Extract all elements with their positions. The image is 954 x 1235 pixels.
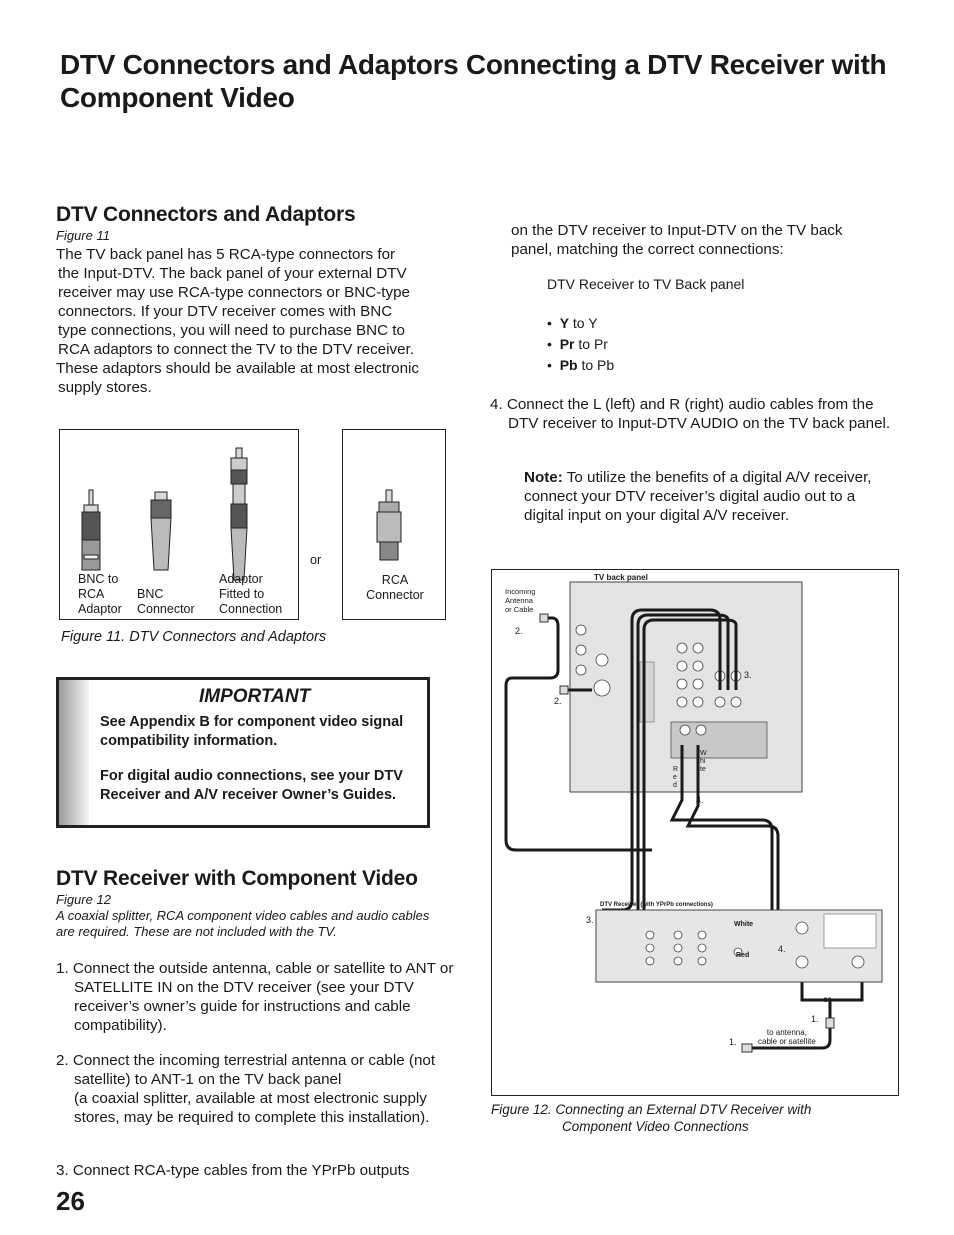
label-rca-connector: RCA Connector [366, 573, 424, 602]
step-4-marker-a: 4. [696, 795, 704, 805]
step-3-marker-b: 3. [586, 915, 594, 925]
step-3: 3. Connect RCA-type cables from the YPrPb outputs [56, 1162, 410, 1179]
component-intro: A coaxial splitter, RCA component video cables and audio cables are required. These are not included with the TV. [56, 908, 430, 939]
step-3-marker-a: 3. [744, 670, 752, 680]
step-4: 4. Connect the L (left) and R (right) audio cables from the DTV receiver to Input-DTV AUDIO on the TV back panel. [490, 396, 891, 432]
para-line: These adaptors should be available at most electronic [56, 360, 420, 377]
note [524, 468, 884, 525]
step-2-marker-a: 2. [515, 626, 523, 636]
red-vertical-label: Red [673, 766, 679, 789]
step-4-marker-b: 4. [778, 944, 786, 954]
step-2-marker-b: 2. [554, 696, 562, 706]
label-bnc-rca-adaptor: BNC to RCA Adaptor [78, 572, 122, 616]
important-box [56, 677, 430, 828]
rca-connector-icon [377, 490, 401, 560]
red-cable-label: Red [736, 952, 750, 959]
bnc-connector-icon [151, 492, 171, 570]
label-adaptor-fitted: Adaptor Fitted to Connection [219, 572, 283, 616]
connection-diagram [492, 570, 897, 1094]
step-2a: 2. Connect the incoming terrestrial antenna or cable (not satellite) to ANT-1 on the TV back panel [56, 1052, 436, 1088]
figure-12-ref: Figure 12 [56, 892, 111, 907]
step-1-marker-a: 1. [811, 1014, 819, 1024]
step-3-continued: on the DTV receiver to Input-DTV on the TV back panel, matching the correct connections: [511, 222, 843, 258]
note-label: Note: [524, 469, 563, 486]
important-title: IMPORTANT [199, 686, 311, 707]
para-line: receiver may use RCA-type connectors or BNC-type [58, 284, 410, 301]
connection-list [547, 313, 614, 376]
white-vertical-label: White [700, 750, 707, 773]
table-heading: DTV Receiver to TV Back panel [547, 276, 745, 292]
step-1: 1. Connect the outside antenna, cable or satellite to ANT or SATELLITE IN on the DTV receiver (see your DTV receiver’s owner’s guide for instructions and cable compatibility). [56, 960, 454, 1034]
para-line: type connections, you will need to purchase BNC to [58, 322, 405, 339]
step-1-marker-b: 1. [729, 1037, 737, 1047]
connectors-paragraph [56, 245, 456, 397]
section-heading-component: DTV Receiver with Component Video [56, 867, 418, 890]
para-line: supply stores. [58, 379, 152, 396]
step-2b: (a coaxial splitter, available at most electronic supply stores, may be required to complete this installation). [74, 1090, 430, 1126]
figure-12-diagram [491, 569, 899, 1096]
figure-11-bnc-box [59, 429, 299, 620]
para-line: the Input-DTV. The back panel of your external DTV [58, 265, 407, 282]
or-label: or [823, 995, 831, 1004]
para-line: The TV back panel has 5 RCA-type connectors for [56, 246, 396, 263]
important-gradient-bar [59, 680, 89, 825]
white-cable-label: White [734, 921, 754, 928]
page-title: DTV Connectors and Adaptors Connecting a DTV Receiver with Component Video [60, 49, 887, 113]
figure-11-rca-box [342, 429, 446, 620]
receiver-label: DTV Receiver (with YPrPb connections) [600, 902, 713, 908]
figure-11-caption: Figure 11. DTV Connectors and Adaptors [61, 629, 327, 645]
incoming-antenna-label: Incoming Antenna or Cable [505, 587, 536, 614]
list-item: • Pr to Pr [547, 336, 608, 352]
bnc-to-rca-adaptor-icon [82, 490, 100, 570]
tv-back-panel-label: TV back panel [594, 573, 648, 582]
label-bnc-connector: BNC Connector [137, 587, 195, 616]
adaptor-fitted-icon [231, 448, 247, 580]
figure-12-caption-1: Figure 12. Connecting an External DTV Receiver with [491, 1102, 812, 1117]
para-line: RCA adaptors to connect the TV to the DTV receiver. [58, 341, 414, 358]
important-text-1: See Appendix B for component video signal compatibility information. [100, 714, 404, 749]
para-line: connectors. If your DTV receiver comes with BNC [58, 303, 393, 320]
to-antenna-label: to antenna, cable or satellite [758, 1028, 816, 1046]
section-heading-connectors: DTV Connectors and Adaptors [56, 203, 356, 226]
figure-11-or: or [310, 553, 322, 567]
page-number: 26 [56, 1186, 85, 1216]
list-item: • Y to Y [547, 315, 598, 331]
list-item: • Pb to Pb [547, 357, 615, 373]
important-text-2: For digital audio connections, see your DTV Receiver and A/V receiver Owner’s Guides. [100, 768, 403, 803]
figure-11-ref: Figure 11 [56, 228, 110, 243]
note-text: To utilize the benefits of a digital A/V receiver, connect your DTV receiver’s digital audio out to a digital input on your digital A/V receiver. [524, 469, 872, 524]
figure-12-caption-2: Component Video Connections [562, 1119, 749, 1134]
